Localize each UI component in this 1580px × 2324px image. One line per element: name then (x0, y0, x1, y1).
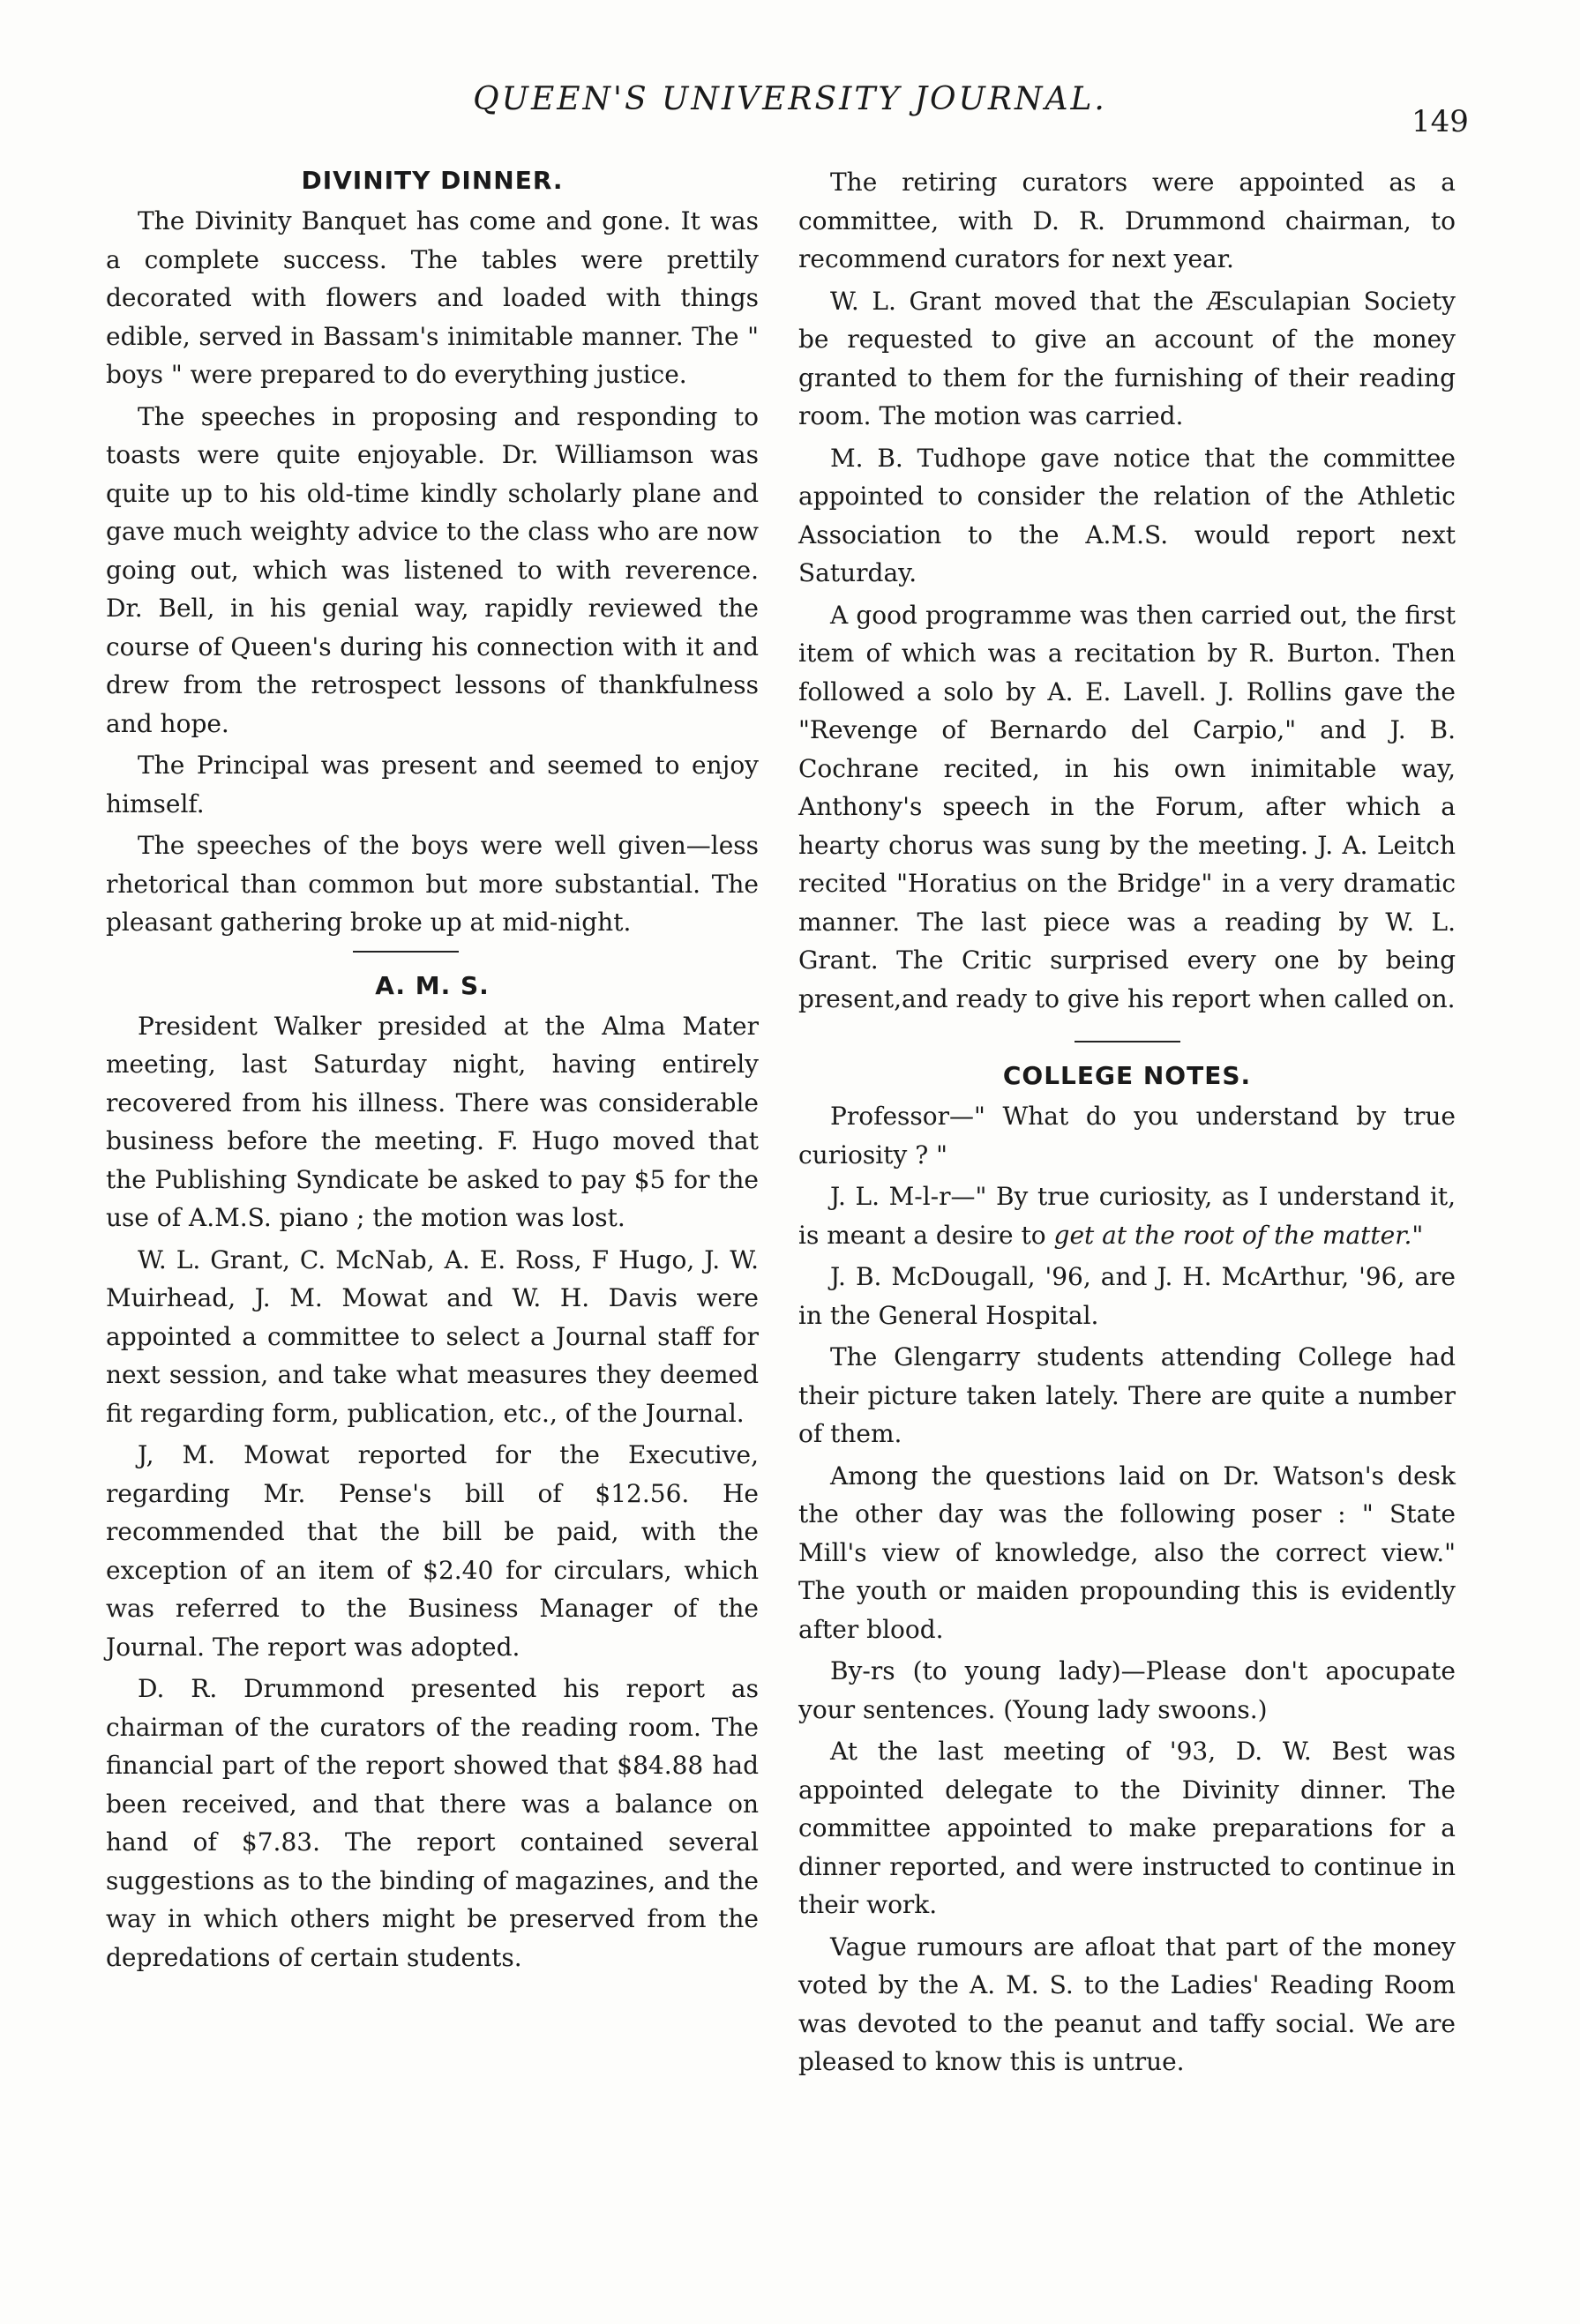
section-divider (1075, 1041, 1180, 1042)
section-divider (353, 951, 459, 953)
section-heading-college-notes: COLLEGE NOTES. (1002, 1061, 1252, 1090)
right-column (798, 163, 1456, 2085)
paragraph: J, M. Mowat reported for the Executive, regarding Mr. Pense's bill of $12.56. He recommended that the bill be paid, with the exception of an item of $2.40 for circulars, which was referred to the Business Manager of the Journal. The report was adopted. (106, 1440, 759, 1662)
paragraph: The Principal was present and seemed to enjoy himself. (106, 751, 759, 818)
paragraph: The speeches in proposing and responding to toasts were quite enjoyable. Dr. Williamson was quite up to his old-time kindly scholarly plane and gave much weighty advice to the class who are now going out, which was listened to with reverence. Dr. Bell, in his genial way, rapidly reviewed the course of Queen's during his connection with it and drew from the retrospect lessons of thankfulness and hope. (106, 401, 759, 738)
text-run: J. L. M-l-r—" By true curiosity, as I understand it, is meant a desire to (798, 1182, 1456, 1250)
left-column (106, 163, 759, 1980)
paragraph: By-rs (to young lady)—Please don't apocupate your sentences. (Young lady swoons.) (798, 1656, 1456, 1724)
italic-text-run: get at the root of the matter. (1053, 1220, 1412, 1250)
paragraph: President Walker presided at the Alma Mater meeting, last Saturday night, having entirely recovered from his illness. There was considerable business before the meeting. F. Hugo moved that the Publishing Syndicate be asked to pay $5 for the use of A.M.S. piano ; the motion was lost. (106, 1011, 759, 1232)
text-run: " (1412, 1220, 1424, 1250)
paragraph: J. B. McDougall, '96, and J. H. McArthur, '96, are in the General Hospital. (798, 1262, 1456, 1330)
paragraph: D. R. Drummond presented his report as chairman of the curators of the reading room. The financial part of the report showed that $84.88 had been received, and that there was a balance on hand of $7.83. The report contained several suggestions as to the binding of magazines, and the way in which others might be preserved from the depredations of certain students. (106, 1674, 759, 1972)
paragraph: At the last meeting of '93, D. W. Best was appointed delegate to the Divinity dinner. The committee appointed to make preparations for a dinner reported, and were instructed to continue in their work. (798, 1737, 1456, 1919)
paragraph: Vague rumours are afloat that part of the money voted by the A. M. S. to the Ladies' Reading Room was devoted to the peanut and taffy social. We are pleased to know this is untrue. (798, 1932, 1456, 2076)
paragraph: W. L. Grant moved that the Æsculapian Society be requested to give an account of the money granted to them for the furnishing of their reading room. The motion was carried. (798, 286, 1456, 430)
section-heading-ams: A. M. S. (375, 970, 490, 1000)
paragraph: A good programme was then carried out, the first item of which was a recitation by R. Burton. Then followed a solo by A. E. Lavell. J. Rollins gave the "Revenge of Bernardo del Carpio," and J. B. Cochrane recited, in his own inimitable way, Anthony's speech in the Forum, after which a hearty chorus was sung by the meeting. J. A. Leitch recited "Horatius on the Bridge" in a very dramatic manner. The last piece was a reading by W. L. Grant. The Critic surprised every one by being present,and ready to give his report when called on. (798, 600, 1456, 1013)
paragraph: Among the questions laid on Dr. Watson's desk the other day was the following poser : " State Mill's view of knowledge, also the correct view." The youth or maiden propounding this is evidently after blood. (798, 1461, 1456, 1644)
page-number: 149 (1412, 104, 1469, 139)
section-heading-divinity-dinner: DIVINITY DINNER. (301, 166, 564, 195)
paragraph: W. L. Grant, C. McNab, A. E. Ross, F Hugo, J. W. Muirhead, J. M. Mowat and W. H. Davis were appointed a committee to select a Journal staff for next session, and take what measures they deemed fit regarding form, publication, etc., of the Journal. (106, 1244, 759, 1428)
paragraph (798, 1177, 1456, 1254)
running-title: QUEEN'S UNIVERSITY JOURNAL. (473, 81, 1107, 117)
paragraph: The retiring curators were appointed as a committee, with D. R. Drummond chairman, to recommend curators for next year. (798, 168, 1456, 273)
paragraph: Professor—" What do you understand by true curiosity ? " (798, 1102, 1456, 1169)
paragraph: M. B. Tudhope gave notice that the committee appointed to consider the relation of the Athletic Association to the A.M.S. would report next Saturday. (798, 443, 1456, 587)
paragraph: The speeches of the boys were well given—less rhetorical than common but more substantial. The pleasant gathering broke up at mid-night. (106, 831, 759, 937)
paragraph: The Glengarry students attending College had their picture taken lately. There are quite a number of them. (798, 1342, 1456, 1448)
paragraph: The Divinity Banquet has come and gone. It was a complete success. The tables were prettily decorated with flowers and loaded with things edible, served in Bassam's inimitable manner. The " boys " were prepared to do everything justice. (106, 206, 759, 389)
